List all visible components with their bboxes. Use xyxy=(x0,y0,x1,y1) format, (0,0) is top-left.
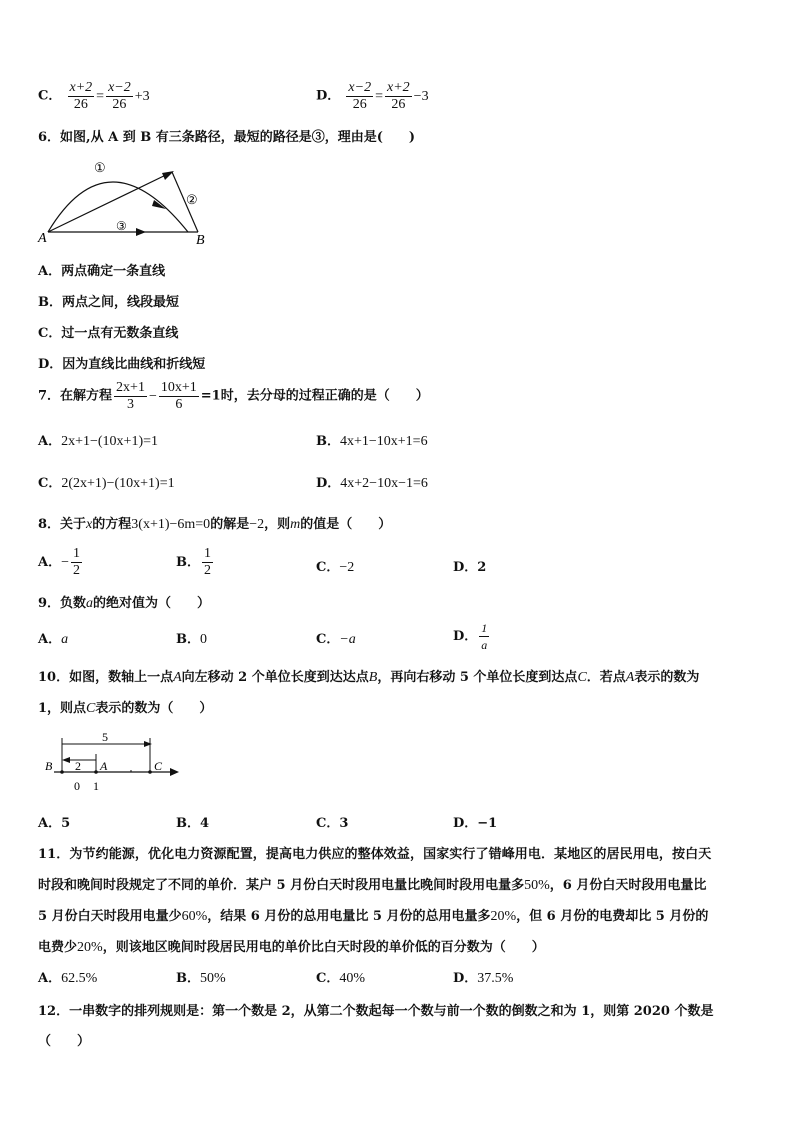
option-value: 40% xyxy=(339,971,366,986)
q10-option-a: A．5 xyxy=(38,816,71,831)
option-value: −2 xyxy=(339,560,355,575)
option-value: 62.5% xyxy=(61,971,98,986)
q6-option-a: A．两点确定一条直线 xyxy=(38,264,166,279)
fraction-denominator: 26 xyxy=(352,97,367,112)
stem-text: 5 月份白天时段用电量少 xyxy=(38,909,182,924)
q10-stem-line2 xyxy=(38,697,212,717)
option-label: B． xyxy=(176,632,200,647)
q8-option-b xyxy=(176,546,215,579)
q10-option-b: B．4 xyxy=(176,816,210,831)
option-value: 2(2x+1)−(10x+1)=1 xyxy=(61,476,175,491)
equation-tail: −3 xyxy=(413,88,429,104)
fraction-numerator: x−2 xyxy=(348,80,372,95)
fraction-denominator: 26 xyxy=(391,97,406,112)
fraction-numerator: x+2 xyxy=(69,80,93,95)
option-label: C． xyxy=(316,632,340,647)
q6-stem: 6．如图,从 A 到 B 有三条路径，最短的路径是③，理由是( ) xyxy=(38,130,416,145)
q7-stem xyxy=(38,380,429,413)
q7-option-b xyxy=(316,430,428,450)
option-value: −a xyxy=(339,632,356,647)
point-c: C xyxy=(577,670,587,685)
stem-text: 的绝对值为（ ） xyxy=(93,596,211,611)
q11-stem-line2 xyxy=(38,874,706,894)
q11-stem-line1: 11．为节约能源，优化电力资源配置，提高电力供应的整体效益，国家实行了错峰用电．某地区的居民用电，按白天 xyxy=(38,847,712,862)
point-b-label: B xyxy=(45,759,53,773)
q6-option-c: C．过一点有无数条直线 xyxy=(38,326,179,341)
equation: 3(x+1)−6m=0 xyxy=(131,517,211,532)
minus-sign: − xyxy=(61,555,69,570)
option-label: A． xyxy=(38,971,62,986)
stem-text: ，则 xyxy=(264,517,291,532)
q10-number-line-figure xyxy=(40,730,185,796)
q5-option-d xyxy=(316,80,429,113)
stem-text: 表示的数为 xyxy=(634,670,700,685)
option-value: 2 xyxy=(477,560,487,575)
option-value: 2x+1−(10x+1)=1 xyxy=(61,434,158,449)
option-value: a xyxy=(61,632,69,647)
point-a-label: A xyxy=(38,231,47,246)
minus-sign: − xyxy=(148,388,157,404)
option-label: A． xyxy=(38,434,62,449)
q5-option-c xyxy=(38,80,150,113)
stem-text: ，6 月份白天时段用电量比 xyxy=(549,878,707,893)
option-label: D． xyxy=(453,560,478,575)
q8-option-c xyxy=(316,556,354,576)
point-a: A xyxy=(173,670,182,685)
dim-arrow-5 xyxy=(144,741,152,747)
q11-option-a xyxy=(38,967,97,987)
equation-tail: +3 xyxy=(134,88,150,104)
q11-option-d xyxy=(453,967,513,987)
point-b-dot xyxy=(60,770,64,774)
fraction-numerator: 2x+1 xyxy=(116,380,145,395)
percent-value: 20% xyxy=(490,909,517,924)
stem-text: 的方程 xyxy=(92,517,132,532)
equals-sign: = xyxy=(96,88,105,104)
fraction-numerator: x−2 xyxy=(108,80,131,95)
option-value: 4x+1−10x+1=6 xyxy=(340,434,428,449)
path-1-label: ① xyxy=(94,160,106,175)
option-label: A． xyxy=(38,632,62,647)
q12-stem-line2: （ ） xyxy=(38,1034,91,1049)
option-label: C． xyxy=(38,88,62,104)
point-c: C xyxy=(86,701,96,716)
stem-text: 电费少 xyxy=(38,940,78,955)
option-label: C． xyxy=(38,476,62,491)
stem-text: ，则该地区晚间时段居民用电的单价比白天时段的单价低的百分数为（ ） xyxy=(102,940,545,955)
percent-value: 50% xyxy=(524,878,550,893)
option-label: A． xyxy=(38,555,62,570)
q10-option-c: C．3 xyxy=(316,816,349,831)
q9-option-d xyxy=(453,620,491,653)
option-value: 37.5% xyxy=(477,971,514,986)
point-a-dot xyxy=(94,770,98,774)
stem-text: ，再向右移动 5 个单位长度到达点 xyxy=(377,670,578,685)
fraction-denominator: 26 xyxy=(73,97,88,112)
q7-option-d xyxy=(316,472,428,492)
fraction-numerator: 1 xyxy=(73,546,80,561)
point-a-label: A xyxy=(100,759,108,773)
fraction-denominator: 26 xyxy=(112,97,127,112)
path-3-arrow xyxy=(136,228,146,236)
option-label: B． xyxy=(316,434,340,449)
q6-option-d: D．因为直线比曲线和折线短 xyxy=(38,357,206,372)
q8-option-a xyxy=(38,546,84,579)
stem-text: ，结果 6 月份的总用电量比 5 月份的总用电量多 xyxy=(207,909,491,924)
option-value: 4x+2−10x−1=6 xyxy=(340,476,428,491)
q11-stem-line4 xyxy=(38,936,545,956)
q11-option-b xyxy=(176,967,226,987)
stem-text: 10．如图，数轴上一点 xyxy=(38,670,174,685)
q8-stem xyxy=(38,513,391,533)
stem-text: 9．负数 xyxy=(38,596,87,611)
fraction-numerator: 1 xyxy=(204,546,211,561)
fraction-denominator: 2 xyxy=(73,563,80,578)
q9-stem xyxy=(38,592,210,612)
option-label: C． xyxy=(316,560,340,575)
stem-text: 的值是（ ） xyxy=(300,517,392,532)
q7-option-a xyxy=(38,430,158,450)
fraction-denominator: 2 xyxy=(204,563,211,578)
option-label: D． xyxy=(453,629,478,644)
q7-option-c xyxy=(38,472,175,492)
q6-option-b: B．两点之间，线段最短 xyxy=(38,295,179,310)
percent-value: 60% xyxy=(181,909,208,924)
q10-stem-line1 xyxy=(38,666,699,686)
tick-label-1: 1 xyxy=(93,779,99,793)
stem-text: ．若点 xyxy=(586,670,626,685)
percent-value: 20% xyxy=(77,940,103,955)
point-b: B xyxy=(368,670,378,685)
option-value: 50% xyxy=(200,971,226,986)
variable-m: m xyxy=(290,517,301,532)
stem-text: 1，则点 xyxy=(38,701,87,716)
stem-text: =1时，去分母的过程正确的是（ ） xyxy=(200,388,429,404)
fraction-numerator: x+2 xyxy=(387,80,410,95)
path-3-label: ③ xyxy=(116,219,127,233)
point-c-label: C xyxy=(154,759,163,773)
equals-sign: = xyxy=(375,88,383,104)
stem-text: 表示的数为（ ） xyxy=(95,701,213,716)
point-b-label: B xyxy=(196,233,205,247)
axis-arrow xyxy=(170,768,179,776)
variable-a: a xyxy=(86,596,94,611)
path-2-label: ② xyxy=(186,192,198,207)
fraction-denominator: 3 xyxy=(127,397,134,412)
option-value: 0 xyxy=(200,632,207,647)
option-label: D． xyxy=(316,476,341,491)
option-label: B． xyxy=(176,555,200,570)
fraction-numerator: 1 xyxy=(481,621,488,635)
stem-text: 的解是 xyxy=(210,517,250,532)
fraction-numerator: 10x+1 xyxy=(160,380,197,395)
stem-text: 向左移动 2 个单位长度到达达点 xyxy=(181,670,369,685)
option-label: D． xyxy=(316,88,341,104)
option-label: C． xyxy=(316,971,340,986)
stem-text: 8．关于 xyxy=(38,517,87,532)
q8-option-d xyxy=(453,556,486,575)
dim-label-2: 2 xyxy=(75,759,81,773)
option-label: D． xyxy=(453,971,478,986)
q10-option-d: D．−1 xyxy=(453,816,498,831)
q9-option-c xyxy=(316,628,356,648)
variable-x: x xyxy=(86,517,93,532)
fraction-denominator: a xyxy=(481,638,488,652)
dim-arrow-2 xyxy=(62,757,70,763)
q12-stem-line1: 12．一串数字的排列规则是：第一个数是 2，从第二个数起每一个数与前一个数的倒数之和为 1，则第 2020 个数是 xyxy=(38,1004,714,1019)
q11-option-c xyxy=(316,967,365,987)
stem-text: 7．在解方程 xyxy=(38,388,113,404)
point-a: A xyxy=(625,670,635,685)
stem-text: 时段和晚间时段规定了不同的单价．某户 5 月份白天时段用电量比晚间时段用电量多 xyxy=(38,878,525,893)
q9-option-a xyxy=(38,628,68,648)
dim-label-5: 5 xyxy=(102,730,108,744)
q6-path-figure xyxy=(36,152,226,247)
option-label: B． xyxy=(176,971,200,986)
q9-option-b xyxy=(176,628,207,648)
solution-value: −2 xyxy=(249,517,265,532)
stem-text: ，但 6 月份的电费却比 5 月份的 xyxy=(516,909,709,924)
q11-stem-line3 xyxy=(38,905,708,925)
tick-label-0: 0 xyxy=(74,779,80,793)
fraction-denominator: 6 xyxy=(175,397,183,412)
point-c-dot xyxy=(148,770,152,774)
